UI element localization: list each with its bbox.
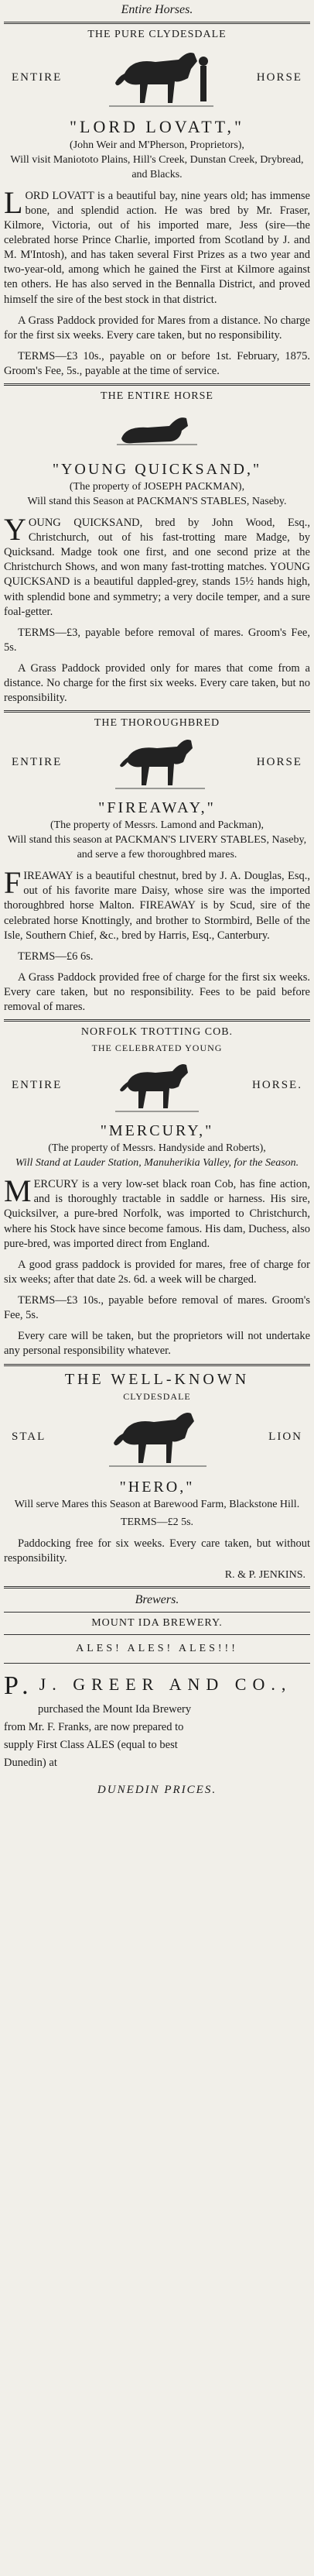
terms: TERMS—£6 6s.: [18, 950, 94, 963]
ad-mount-ida-brewery: [4, 1617, 310, 1797]
horse-illustration: [4, 404, 310, 455]
announcement-line: purchased the Mount Ida Brewery: [38, 1702, 192, 1716]
description: [4, 511, 310, 620]
newspaper-column: [4, 0, 310, 1797]
ad-lord-lovatt: [4, 29, 310, 379]
ales-banner: ALES! ALES! ALES!!!: [76, 1642, 238, 1654]
paddock-notice: A Grass Paddock provided free of charge for the first six weeks. Every care taken, but no responsibility. Fees to be paid before removal of mares.: [4, 970, 310, 1014]
ad-young-quicksand: [4, 390, 310, 706]
drop-cap: L: [4, 184, 23, 220]
label-lion: LION: [268, 1431, 302, 1444]
label-entire: ENTIRE: [12, 70, 63, 84]
stand-location: Will serve Mares this Season at Barewood Farm, Blackstone Hill.: [14, 1498, 300, 1510]
ad-title: THE WELL-KNOWN: [64, 1370, 250, 1388]
ad-title: THE ENTIRE HORSE: [101, 390, 213, 403]
ad-hero: [4, 1371, 310, 1582]
horse-name: "LORD LOVATT,": [70, 117, 244, 136]
visit-schedule: Will visit Maniototo Plains, Hill's Creek, Dunstan Creek, Drybread, and Blacks.: [10, 153, 304, 180]
divider: [4, 1364, 310, 1366]
ad-title: THE CELEBRATED YOUNG: [91, 1042, 223, 1054]
terms: TERMS—£2 5s.: [120, 1516, 194, 1528]
owner: (The property of Messrs. Lamond and Packman),: [49, 819, 265, 832]
paddock-notice: A good grass paddock is provided for mares, free of charge for six weeks; after that date 2s. 6d. a week will be charged.: [4, 1258, 310, 1286]
ad-mercury: [4, 1026, 310, 1358]
announcement-line: from Mr. F. Franks, are now prepared to: [4, 1721, 184, 1733]
signature: R. & P. JENKINS.: [224, 1568, 305, 1581]
draught-horse-icon: [101, 43, 217, 112]
announcement-line: Dunedin) at: [4, 1757, 57, 1770]
label-horse: HORSE: [256, 755, 302, 768]
owners: (John Weir and M'Pherson, Proprietors),: [70, 139, 244, 151]
stand-location: Will stand this season at PACKMAN'S LIVERY STABLES, Naseby, and serve a few thoroughbred mares.: [7, 834, 307, 861]
ad-title: THE THOROUGHBRED: [94, 717, 220, 730]
care-notice: Every care will be taken, but the proprietors will not undertake any personal responsibility whatever.: [4, 1330, 310, 1358]
description: [4, 1173, 310, 1252]
paddock-notice: Paddocking free for six weeks. Every care taken, but without responsibility.: [4, 1537, 310, 1564]
stand-location: Will Stand at Lauder Station, Manuherikia Valley, for the Season.: [15, 1157, 299, 1170]
ad-fireaway: [4, 717, 310, 1015]
description-text: ERCURY is a very low-set black roan Cob, has fine action, and is thoroughly tractable in saddle or harness. His sire, Quicksilver, a pure-bred Norfolk, was imported to Christchurch, where his Stock have since become famous. His dam, Duchess, also pure-bred, was imported direct from England.: [4, 1178, 310, 1250]
label-entire: ENTIRE: [12, 1078, 63, 1091]
description: [4, 865, 310, 943]
drop-cap: F: [4, 865, 22, 901]
description: [4, 184, 310, 307]
ad-title: MOUNT IDA BREWERY.: [91, 1616, 223, 1629]
divider: [4, 383, 310, 386]
horse-name: "HERO,": [119, 1478, 195, 1496]
divider: [4, 1586, 310, 1589]
horse-illustration-row: [4, 731, 310, 793]
divider: [4, 1634, 310, 1635]
owner: (The property of JOSEPH PACKMAN),: [69, 481, 245, 493]
section-heading-brewers: Brewers.: [135, 1592, 179, 1606]
label-entire: ENTIRE: [12, 755, 63, 768]
terms: TERMS—£3, payable before removal of mares. Groom's Fee, 5s.: [4, 626, 310, 654]
terms: TERMS—£3 10s., payable before removal of mares. Groom's Fee, 5s.: [4, 1294, 310, 1322]
terms: TERMS—£3 10s., payable on or before 1st. February, 1875. Groom's Fee, 5s., payable at the time of service.: [4, 349, 310, 378]
divider: [4, 1612, 310, 1613]
ad-header: NORFOLK TROTTING COB.: [80, 1026, 234, 1039]
clydesdale-horse-icon: [103, 1403, 211, 1472]
horse-name: "FIREAWAY,": [98, 799, 216, 817]
section-heading-horses: Entire Horses.: [121, 3, 193, 16]
announcement-line: supply First Class ALES (equal to best: [4, 1739, 178, 1752]
firm-name: [4, 1671, 310, 1700]
lying-horse-icon: [111, 404, 203, 451]
drop-cap: P.: [4, 1671, 35, 1700]
ad-title: THE PURE CLYDESDALE: [87, 29, 227, 40]
firm-name-text: J. GREER AND CO.,: [39, 1674, 292, 1694]
label-horse: HORSE: [256, 70, 302, 84]
horse-illustration-row: [4, 43, 310, 112]
horse-name: "YOUNG QUICKSAND,": [52, 461, 262, 479]
owner: (The property of Messrs. Handyside and Roberts),: [48, 1142, 266, 1155]
horse-illustration-row: [4, 1054, 310, 1116]
divider: [4, 22, 310, 24]
paddock-notice: A Grass Paddock provided for Mares from a distance. No charge for the first six weeks. Every care taken, but no responsibility.: [4, 314, 310, 342]
divider: [4, 710, 310, 713]
stand-location: Will stand this Season at PACKMAN'S STABLES, Naseby.: [27, 496, 287, 508]
cob-horse-icon: [111, 1054, 203, 1116]
horse-name: "MERCURY,": [100, 1122, 214, 1140]
ad-subtitle: CLYDESDALE: [123, 1390, 191, 1402]
price-heading: DUNEDIN PRICES.: [97, 1783, 217, 1796]
description-text: OUNG QUICKSAND, bred by John Wood, Esq., Christchurch, out of his fast-trotting mare Madge, by Quicksand. Madge took one first, and one second prize at the Christchurch Shows, and won many fast-trotting matches. YOUNG QUICKSAND is a beautiful dappled-grey, stands 15½ hands high, with splendid bone and symmetry; a very docile temper, and a sure foal-getter.: [4, 516, 310, 618]
drop-cap: M: [4, 1173, 32, 1209]
divider: [4, 1019, 310, 1022]
thoroughbred-horse-icon: [109, 731, 210, 793]
divider: [4, 1663, 310, 1664]
description-text: IREAWAY is a beautiful chestnut, bred by J. A. Douglas, Esq., out of his favorite mare Daisy, whose sire was the imported thoroughbred horse Malton. FIREAWAY is by Scud, sire of the celebrated horse Knottingly, and brother to Stormbird, Belle of the Isle, Southern Chief, &c., bred by Harris, Esq., Canterbury.: [4, 870, 310, 942]
label-stal: STAL: [12, 1431, 46, 1444]
drop-cap: Y: [4, 511, 26, 547]
horse-illustration-row: [4, 1403, 310, 1472]
paddock-notice: A Grass Paddock provided only for mares that come from a distance. No charge for the first six weeks. Every care taken, but no responsibility.: [4, 662, 310, 705]
description-text: ORD LOVATT is a beautiful bay, nine years old; has immense bone, and splendid action. He was bred by Mr. Fraser, Kilmore, Victoria, out of his imported mare, Jess (sire—the celebrated horse Prince Charlie, imported from Scotland by J. and M. M'Intosh), and has taken several First Prizes as a two year and two-year-old, among which he gained the First at Kilmore against ten others. He has also served in the Bennalla District, and proved himself the sire of the best stock in that district.: [4, 189, 310, 306]
label-horse: HORSE.: [252, 1078, 302, 1091]
